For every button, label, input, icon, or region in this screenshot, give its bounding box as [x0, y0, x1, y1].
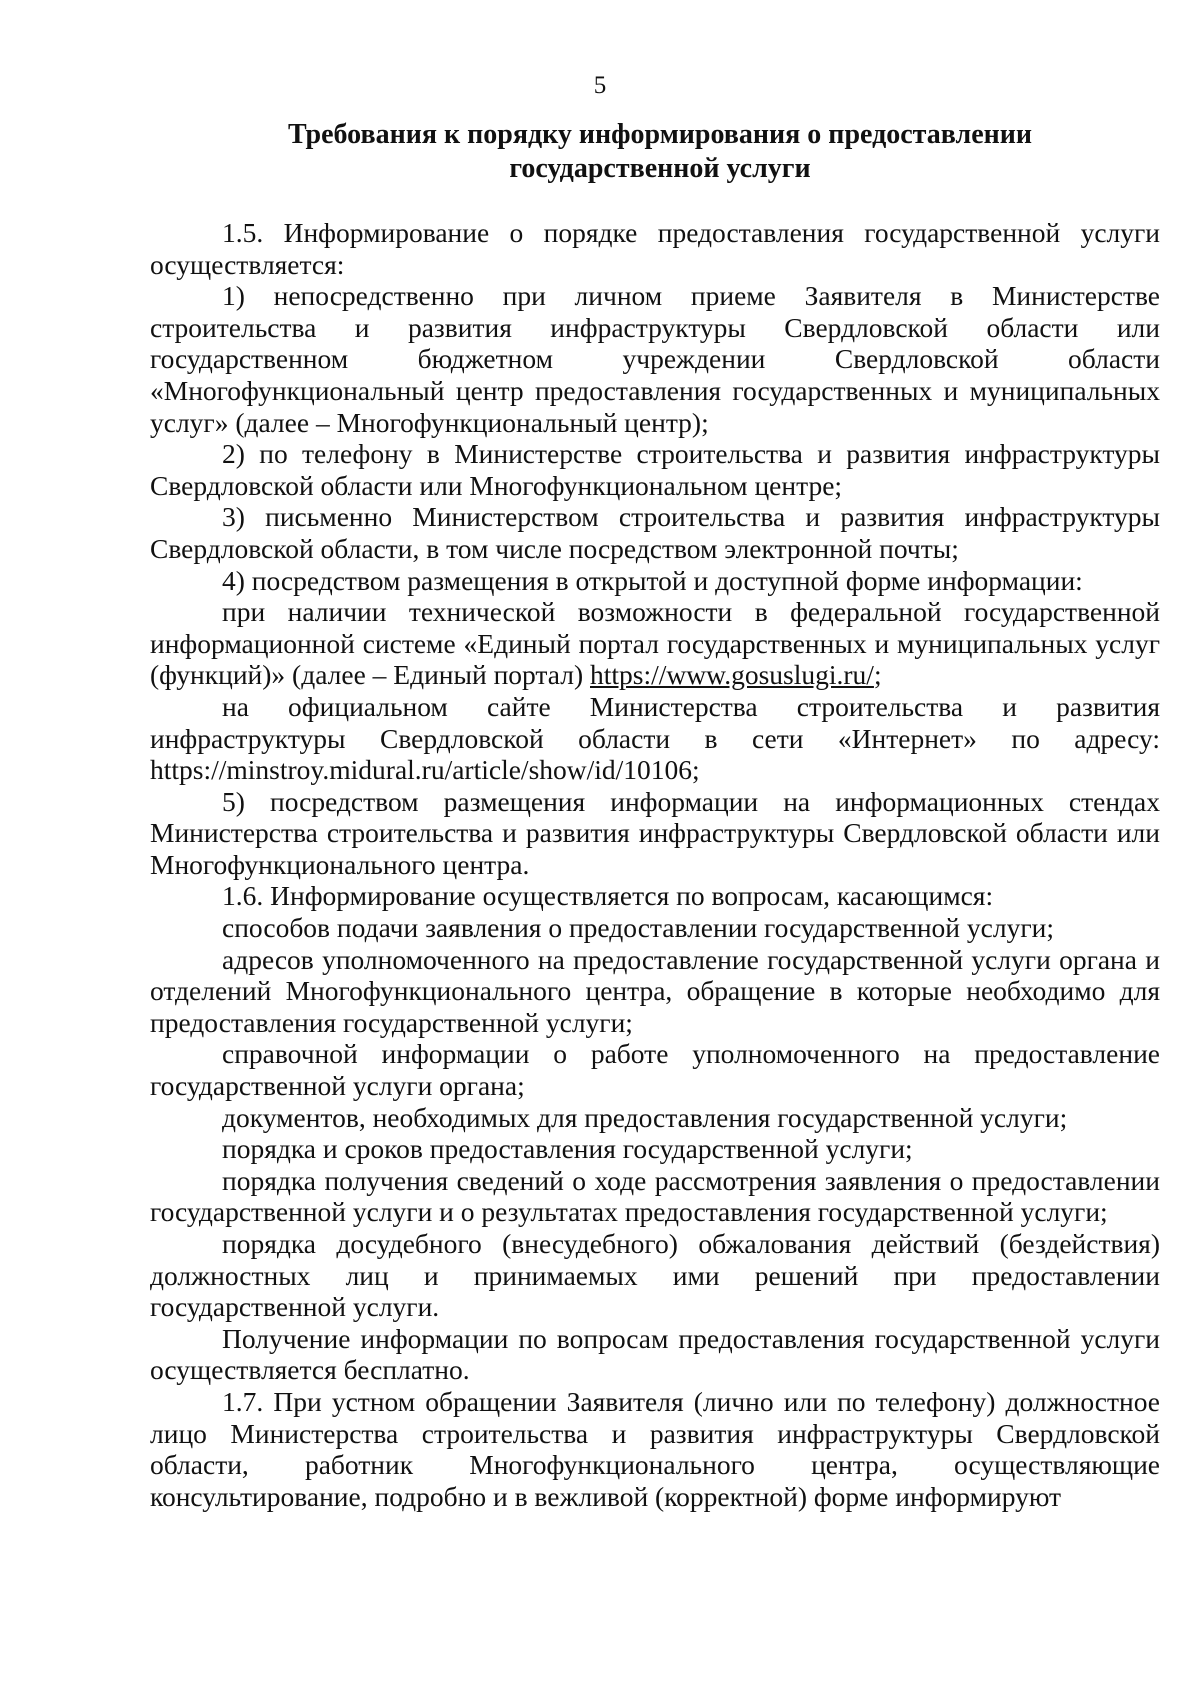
paragraph: адресов уполномоченного на предоставление государственной услуги органа и отделений Многофункционального центра, обращение в которые необходимо для предоставления государственной услуги;	[150, 943, 1160, 1038]
paragraph: 5) посредством размещения информации на информационных стендах Министерства строительства и развития инфраструктуры Свердловской области или Многофункционального центра.	[150, 785, 1160, 880]
page-number: 5	[593, 72, 607, 99]
paragraph: 1.6. Информирование осуществляется по вопросам, касающимся:	[222, 880, 994, 912]
paragraph: 3) письменно Министерством строительства и развития инфраструктуры Свердловской области, в том числе посредством электронной почты;	[150, 501, 1160, 564]
heading-line-1: Требования к порядку информирования о предоставлении	[287, 119, 1033, 150]
gosuslugi-link[interactable]: https://www.gosuslugi.ru/	[590, 659, 874, 691]
portal-paragraph-text: при наличии технической возможности в федеральной государственной информационной системе «Единый портал государственных и муниципальных услуг (функций)» (далее – Единый портал)	[150, 596, 1160, 691]
paragraph: 2) по телефону в Министерстве строительства и развития инфраструктуры Свердловской области или Многофункциональном центре;	[150, 438, 1160, 501]
paragraph: порядка досудебного (внесудебного) обжалования действий (бездействия) должностных лиц и принимаемых ими решений при предоставлении государственной услуги.	[150, 1228, 1160, 1323]
paragraph: 1.5. Информирование о порядке предоставления государственной услуги осуществляется:	[150, 217, 1160, 280]
heading-line-2: государственной услуги	[509, 153, 811, 184]
paragraph: способов подачи заявления о предоставлении государственной услуги;	[222, 912, 1054, 944]
paragraph: на официальном сайте Министерства строительства и развития инфраструктуры Свердловской области в сети «Интернет» по адресу: https://minstroy.midural.ru/article/show/id/10106;	[150, 690, 1160, 786]
section-heading	[150, 118, 1170, 186]
paragraph: справочной информации о работе уполномоченного на предоставление государственной услуги органа;	[150, 1038, 1160, 1102]
paragraph: 4) посредством размещения в открытой и доступной форме информации:	[222, 564, 1083, 596]
paragraph: документов, необходимых для предоставления государственной услуги;	[222, 1101, 1068, 1133]
paragraph: порядка получения сведений о ходе рассмотрения заявления о предоставлении государственной услуги и о результатах предоставления государственной услуги;	[150, 1164, 1160, 1228]
portal-paragraph-suffix: ;	[873, 659, 882, 691]
paragraph: Получение информации по вопросам предоставления государственной услуги осуществляется бесплатно.	[150, 1322, 1160, 1386]
document-body	[150, 217, 1160, 1512]
paragraph: 1.7. При устном обращении Заявителя (лично или по телефону) должностное лицо Министерства строительства и развития инфраструктуры Свердловской области, работник Многофункционального центра, осуществляющие консультирование, подробно и в вежливой (корректной) форме информируют	[150, 1385, 1160, 1512]
paragraph: 1) непосредственно при личном приеме Заявителя в Министерстве строительства и развития инфраструктуры Свердловской области или государственном бюджетном учреждении Свердловской области «Многофункциональный центр предоставления государственных и муниципальных услуг» (далее – Многофункциональный центр);	[150, 280, 1160, 438]
portal-paragraph	[150, 596, 1160, 691]
paragraph: порядка и сроков предоставления государственной услуги;	[222, 1133, 913, 1165]
